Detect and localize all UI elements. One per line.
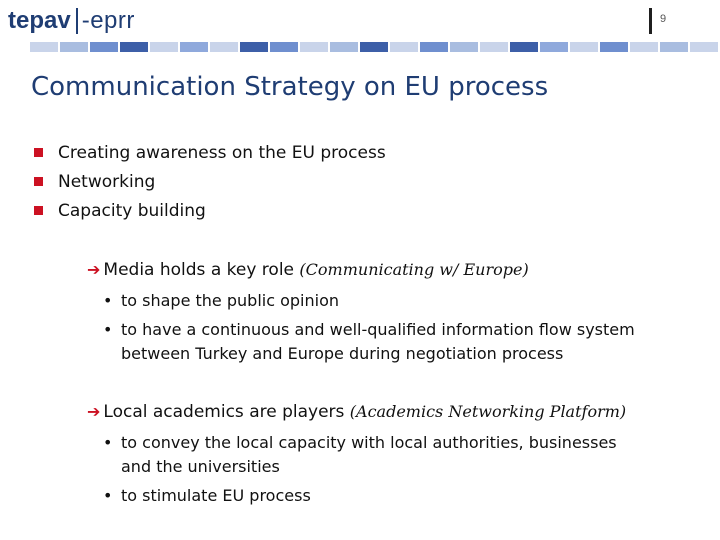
right-arrow-icon: ➔ (87, 402, 101, 421)
sub-bullet-text: to shape the public opinion (121, 291, 339, 310)
stripe-block (510, 42, 538, 52)
stripe-block (600, 42, 628, 52)
sub-bullet-text: to have a continuous and well-qualified information flow system (121, 320, 635, 339)
bullet-text: Networking (58, 172, 156, 192)
stripe-block (0, 42, 28, 52)
square-bullet-icon (34, 206, 43, 215)
stripe-block (30, 42, 58, 52)
sub-bullet-text: to convey the local capacity with local authorities, businesses (121, 433, 617, 452)
stripe-block (660, 42, 688, 52)
section-media (87, 260, 529, 280)
dot-bullet-icon: • (103, 291, 113, 310)
sub-bullet-text-continued: and the universities (121, 457, 280, 476)
section-note: (Communicating w/ Europe) (299, 260, 529, 279)
sub-bullet-text: to stimulate EU process (121, 486, 311, 505)
dot-bullet-icon: • (103, 320, 113, 339)
stripe-block (90, 42, 118, 52)
stripe-block (210, 42, 238, 52)
stripe-block (690, 42, 718, 52)
stripe-block (480, 42, 508, 52)
stripe-block (330, 42, 358, 52)
stripe-block (120, 42, 148, 52)
bullet-text: Capacity building (58, 201, 206, 221)
stripe-block (150, 42, 178, 52)
right-arrow-icon: ➔ (87, 260, 101, 279)
bullet-text: Creating awareness on the EU process (58, 143, 386, 163)
section-academics (87, 402, 626, 422)
section-lead: Local academics are players (103, 402, 345, 422)
square-bullet-icon (34, 148, 43, 157)
stripe-block (270, 42, 298, 52)
tepav-eprr-logo (8, 4, 135, 38)
header-bar (0, 0, 720, 52)
stripe-block (420, 42, 448, 52)
stripe-block (630, 42, 658, 52)
stripe-block (240, 42, 268, 52)
dot-bullet-icon: • (103, 433, 113, 452)
stripe-block (450, 42, 478, 52)
page-number-bar (649, 8, 652, 34)
square-bullet-icon (34, 177, 43, 186)
stripe-block (60, 42, 88, 52)
logo-tepav: tepav (8, 7, 71, 34)
sub-bullet-text-continued: between Turkey and Europe during negotiation process (121, 344, 564, 363)
stripe-block (540, 42, 568, 52)
stripe-block (180, 42, 208, 52)
stripe-block (390, 42, 418, 52)
page-number: 9 (660, 13, 667, 25)
logo-separator (76, 8, 78, 34)
stripe-block (570, 42, 598, 52)
stripe-block (300, 42, 328, 52)
section-note: (Academics Networking Platform) (349, 402, 627, 421)
dot-bullet-icon: • (103, 486, 113, 505)
logo-eprr: -eprr (81, 7, 135, 34)
section-lead: Media holds a key role (103, 260, 295, 280)
header-stripe (0, 42, 720, 52)
slide-title: Communication Strategy on EU process (31, 72, 549, 102)
stripe-block (360, 42, 388, 52)
